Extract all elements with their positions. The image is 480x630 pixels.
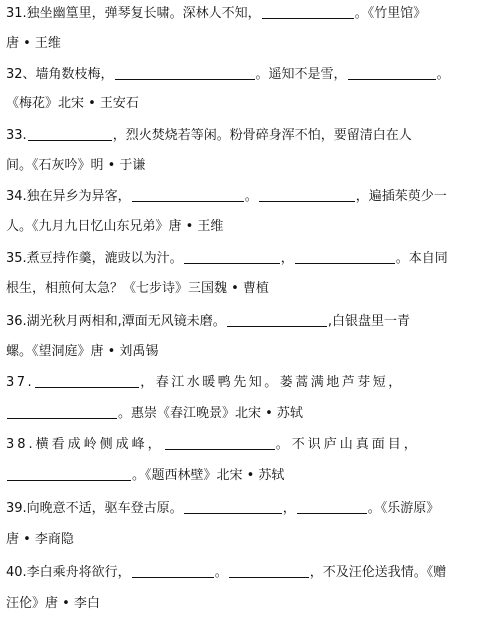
q38-line-2 <box>6 464 474 488</box>
q34-line-1 <box>6 185 474 209</box>
q35-blank-1[interactable] <box>184 249 280 264</box>
q39-blank-1[interactable] <box>184 499 282 514</box>
q40-text-b: 。 <box>214 565 228 580</box>
q35-source: 根生，相煎何太急？《七步诗》三国魏 • 曹植 <box>6 281 269 296</box>
q38-source: 。《题西林壁》北宋 • 苏轼 <box>132 468 285 483</box>
q35-blank-2[interactable] <box>295 249 395 264</box>
q36-blank-1[interactable] <box>227 312 327 327</box>
q37-line-2 <box>6 402 474 426</box>
q39-line-1 <box>6 497 474 521</box>
q36-text-b: ,白银盘里一青 <box>327 314 410 329</box>
q32-blank-2[interactable] <box>348 65 436 80</box>
q31-line-2 <box>6 32 474 56</box>
q35-text-b: ， <box>280 251 294 266</box>
q31-text-a: 31.独坐幽篁里，弹琴复长啸。深林人不知， <box>6 6 261 21</box>
q39-line-2 <box>6 528 474 552</box>
q36-line-1 <box>6 310 474 334</box>
q39-text-c: 。《乐游原》 <box>367 501 440 516</box>
q37-blank-1[interactable] <box>35 373 139 388</box>
q34-line-2 <box>6 215 474 239</box>
q32-blank-1[interactable] <box>115 65 255 80</box>
q38-blank-1[interactable] <box>165 435 275 450</box>
q34-text-a: 34.独在异乡为异客， <box>6 189 131 204</box>
q32-line-1 <box>6 63 474 87</box>
q37-line-1 <box>6 371 474 395</box>
q34-text-c: ，遍插茱萸少一 <box>355 189 447 204</box>
q34-blank-1[interactable] <box>132 187 244 202</box>
q40-line-1 <box>6 561 474 585</box>
q38-line-1 <box>6 433 474 457</box>
q37-source: 。惠崇《春江晚景》北宋 • 苏轼 <box>118 406 303 421</box>
q36-text-a: 36.湖光秋月两相和,潭面无风镜未磨。 <box>6 314 226 329</box>
q32-text-b: 。遥知不是雪， <box>255 67 347 82</box>
q40-line-2 <box>6 592 474 616</box>
q36-line-2 <box>6 340 474 364</box>
q31-text-b: 。《竹里馆》 <box>354 6 427 21</box>
q32-text-c: 。 <box>436 67 450 82</box>
q39-text-b: ， <box>282 501 296 516</box>
q35-line-1 <box>6 247 474 271</box>
q40-text-a: 40.李白乘舟将欲行， <box>6 565 131 580</box>
q37-text-a: 37. <box>6 375 35 390</box>
q40-blank-2[interactable] <box>229 563 309 578</box>
q33-source: 间。《石灰吟》明 • 于谦 <box>6 158 146 173</box>
q34-blank-2[interactable] <box>259 187 355 202</box>
q34-source: 人。《九月九日忆山东兄弟》唐 • 王维 <box>6 219 224 234</box>
q40-source: 汪伦》唐 • 李白 <box>6 596 100 611</box>
q31-source: 唐 • 王维 <box>6 36 61 51</box>
q33-text-b: ，烈火焚烧若等闲。粉骨碎身浑不怕，要留清白在人 <box>112 128 412 143</box>
q31-blank-1[interactable] <box>262 4 354 19</box>
q35-text-c: 。本自同 <box>395 251 448 266</box>
q35-line-2 <box>6 277 474 301</box>
q32-text-a: 32、墙角数枝梅， <box>6 67 114 82</box>
q39-source: 唐 • 李商隐 <box>6 532 74 547</box>
q39-text-a: 39.向晚意不适，驱车登古原。 <box>6 501 183 516</box>
q38-blank-2[interactable] <box>7 466 131 481</box>
q32-source: 《梅花》北宋 • 王安石 <box>6 96 139 111</box>
q32-line-2 <box>6 92 474 116</box>
q38-text-b: 。不识庐山真面目， <box>275 437 420 452</box>
q40-blank-1[interactable] <box>132 563 214 578</box>
q33-line-1 <box>6 124 474 148</box>
q35-text-a: 35.煮豆持作羹，漉豉以为汁。 <box>6 251 183 266</box>
q33-text-a: 33. <box>6 128 27 143</box>
q36-source: 螺。《望洞庭》唐 • 刘禹锡 <box>6 344 159 359</box>
q31-line-1 <box>6 2 474 26</box>
q39-blank-2[interactable] <box>297 499 367 514</box>
q37-blank-2[interactable] <box>7 404 117 419</box>
q40-text-c: ，不及汪伦送我情。《赠 <box>309 565 447 580</box>
q37-text-b: ，春江水暖鸭先知。蒌蒿满地芦芽短， <box>140 375 404 390</box>
q33-blank-1[interactable] <box>28 126 112 141</box>
q33-line-2 <box>6 154 474 178</box>
q38-text-a: 38.横看成岭侧成峰， <box>6 437 164 452</box>
q34-text-b: 。 <box>244 189 258 204</box>
